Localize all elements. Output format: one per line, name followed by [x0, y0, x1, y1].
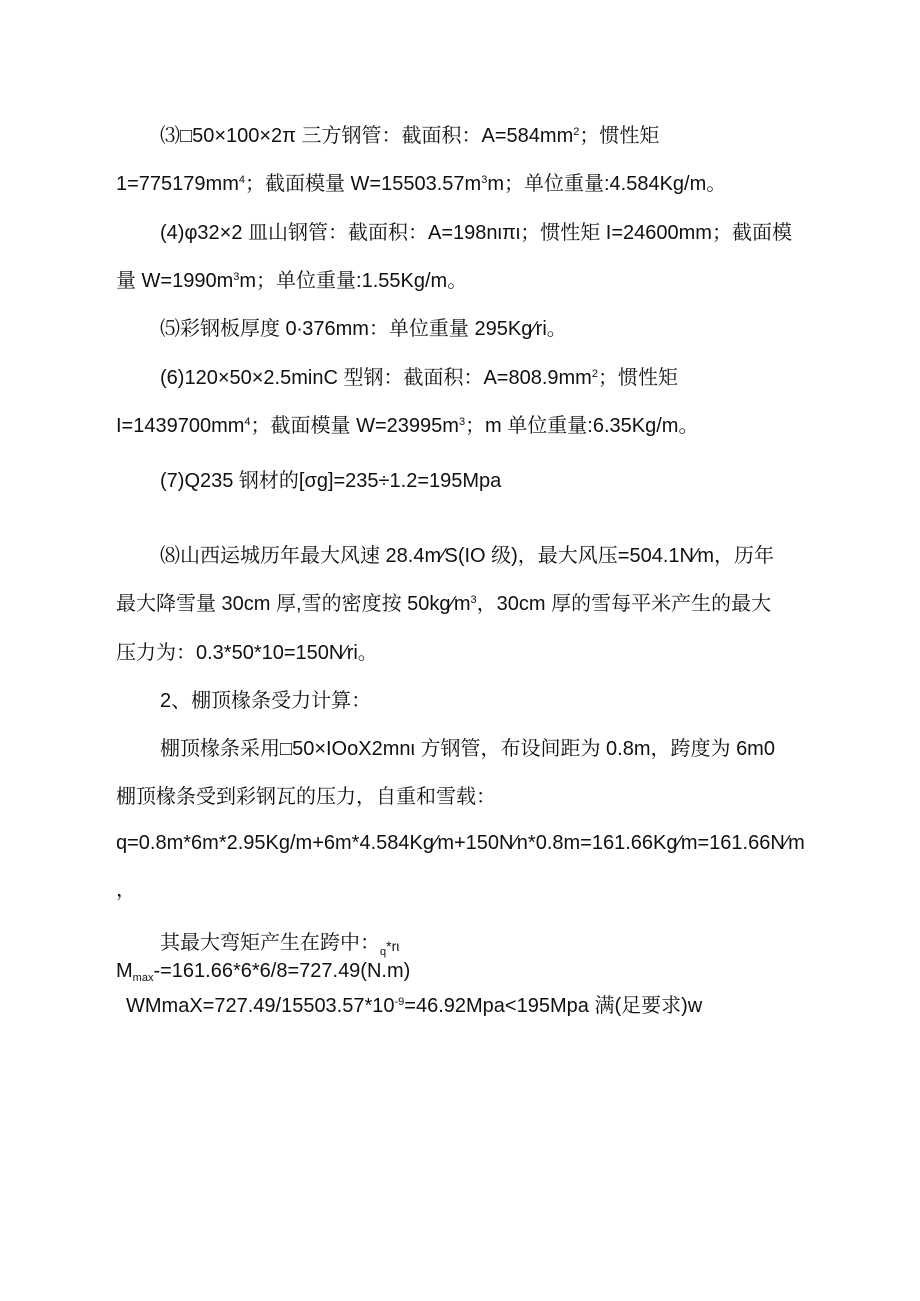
q-formula-comma: ， — [116, 879, 136, 901]
p4-line2-text: 量 W=1990m — [116, 270, 234, 292]
p3-line2 — [116, 174, 726, 194]
p3-line1-suffix: ；惯性矩 — [579, 125, 660, 147]
mmax-value: -=161.66*6*6/8=727.49(N.m) — [153, 960, 411, 982]
p6-line2-sup: 4 — [244, 415, 251, 428]
mmax-prefix: M — [116, 960, 133, 982]
moment-fraction-sub: q — [380, 945, 387, 958]
p4-line2 — [116, 271, 467, 291]
p6-line1-text: (6)120×50×2.5minC 型钢：截面积：A=808.9mm — [160, 367, 592, 389]
q-formula-line: q=0.8m*6m*2.95Kg/m+6m*4.584Kg∕m+150N∕n*0.8m=161.66Kg∕m=161.66N∕m — [116, 832, 805, 854]
stress-prefix: WMmaX=727.49/15503.57*10 — [126, 995, 395, 1017]
stress-line — [126, 996, 702, 1016]
p4-line2-sup: 3 — [233, 270, 240, 283]
p3-line2-suffix: m；单位重量:4.584Kg/m。 — [487, 173, 727, 195]
p4-line1: (4)φ32×2 皿山钢管：截面积：A=198nιπι；惯性矩 I=24600mm；截面模 — [160, 222, 792, 244]
p3-line1-text: ⑶□50×100×2π 三方钢管：截面积：A=584mm — [160, 125, 574, 147]
stress-sup: -9 — [394, 995, 405, 1008]
para2-line1: 棚顶椽条采用□50×IOoX2mnι 方钢管，布设间距为 0.8m，跨度为 6m0 — [160, 738, 775, 760]
p3-line1-sup: 2 — [573, 125, 580, 138]
p6-line2-middle: ；截面模量 W=23995m — [250, 415, 459, 437]
p6-line2-suffix: ；m 单位重量:6.35Kg/m。 — [465, 415, 699, 437]
p6-line1-sup: 2 — [591, 367, 598, 380]
p6-line1-suffix: ；惯性矩 — [597, 367, 678, 389]
mmax-line — [116, 960, 411, 984]
p6-line1 — [160, 368, 678, 388]
p3-line2-sup2: 3 — [481, 173, 488, 186]
p8-line2-suffix: ，30cm 厚的雪每平米产生的最大 — [476, 593, 772, 615]
p8-line2-text: 最大降雪量 30cm 厚,雪的密度按 50kg∕m — [116, 593, 471, 615]
section-2-heading: 2、棚顶椽条受力计算： — [160, 690, 372, 712]
p7-line: (7)Q235 钢材的[σg]=235÷1.2=195Mpa — [160, 470, 502, 492]
moment-intro-line — [160, 932, 400, 958]
p4-line2-suffix: m；单位重量:1.55Kg/m。 — [239, 270, 468, 292]
moment-intro-text: 其最大弯矩产生在跨中： — [160, 932, 380, 954]
p8-line3: 压力为：0.3*50*10=150N∕ri。 — [116, 642, 378, 664]
p5-line: ⑸彩钢板厚度 0∙376mm：单位重量 295Kg∕ri。 — [160, 318, 567, 340]
moment-fraction-tail: *rι — [386, 938, 400, 955]
p3-line2-middle: ；截面模量 W=15503.57m — [245, 173, 482, 195]
p8-line2-sup: 3 — [470, 593, 477, 606]
p6-line2-text: I=1439700mm — [116, 415, 245, 437]
p6-line2 — [116, 416, 698, 436]
p8-line1: ⑻山西运城历年最大风速 28.4m∕S(IO 级)，最大风压=504.1N∕m，历年 — [160, 545, 774, 567]
para2-line2: 棚顶椽条受到彩钢瓦的压力，自重和雪载： — [116, 786, 496, 808]
p3-line2-text: 1=775179mm — [116, 173, 239, 195]
stress-suffix: =46.92Mpa<195Mpa 满(足要求)w — [404, 995, 703, 1017]
p6-line2-sup2: 3 — [458, 415, 466, 428]
p3-line1 — [160, 126, 659, 146]
p8-line2 — [116, 594, 771, 614]
moment-fraction — [380, 938, 400, 958]
mmax-sub: max — [132, 971, 154, 984]
p3-line2-sup: 4 — [238, 173, 245, 186]
